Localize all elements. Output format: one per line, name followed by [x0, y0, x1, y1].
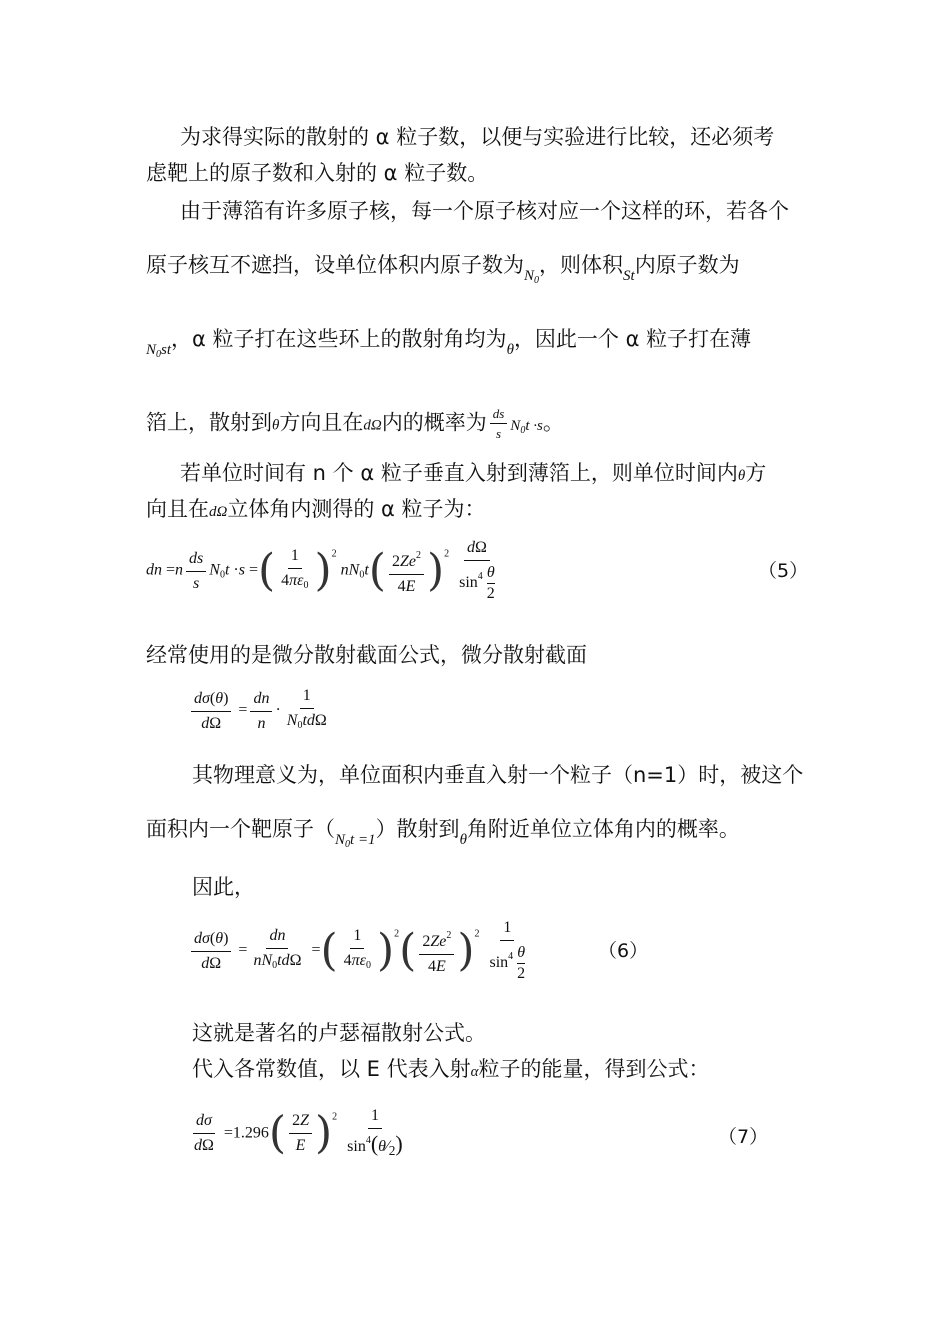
text-span: 立体角内测得的 α 粒子为：	[227, 497, 486, 521]
math-N0t-equals-1: N0t =1	[335, 832, 376, 850]
math-theta: θ	[506, 342, 514, 358]
math-alpha: α	[470, 1064, 479, 1080]
text-line	[146, 324, 751, 370]
math-N0st: N0st	[146, 342, 172, 360]
math-theta: θ	[272, 417, 280, 434]
equation-number-6: （6）	[598, 940, 649, 962]
text-line: 为求得实际的散射的 α 粒子数，以便与实验进行比较，还必须考	[180, 125, 775, 149]
equation-cross-section-definition: $\frac{d\sigma(\theta)}{d\Omega}$ = $\frac{dn}{n}$ · $\frac{1}{N_0td\Omega}$	[188, 686, 333, 736]
text-line	[146, 406, 564, 446]
math-N0ts: $N_0t \cdot s$	[510, 417, 543, 436]
text-span: 方向且在	[279, 410, 364, 435]
fraction-ds-over-s: $\frac{ds}{s}$	[490, 406, 508, 441]
math-theta: θ	[737, 468, 746, 484]
text-span: 向且在	[146, 497, 209, 521]
text-line	[180, 458, 766, 491]
text-span: 内的概率为	[381, 410, 487, 435]
text-span: ）散射到	[375, 817, 460, 841]
text-span: 。	[542, 410, 564, 435]
math-theta: θ	[459, 832, 467, 848]
equation-6: $\frac{d\sigma(\theta)}{d\Omega}$ = $\frac{dn}{nN_0td\Omega}$ =( $\frac{1}{4\pi\varepsilon_0}$ )$^2$( $\frac{2Ze^2}{4E}$ )$^2$ 1 $\sin^4$ $\frac{\theta}{2}$	[188, 918, 531, 984]
text-line	[192, 1054, 710, 1087]
text-line: 因此，	[192, 875, 255, 899]
text-line: 经常使用的是微分散射截面公式，微分散射截面	[146, 643, 587, 667]
text-line: 由于薄箔有许多原子核，每一个原子核对应一个这样的环，若各个	[180, 199, 789, 223]
equation-7: $\frac{d\sigma}{d\Omega}$ =1.296( $\frac{2Z}{E}$ )$^2$ $\frac{1}{\sin^4(\theta⁄_2)}$	[194, 1107, 403, 1159]
text-span: 箔上，散射到	[146, 410, 272, 435]
text-span: 代入各常数值，以 E 代表入射	[192, 1057, 471, 1081]
text-span: 方	[745, 461, 767, 485]
text-line: 虑靶上的原子数和入射的 α 粒子数。	[146, 161, 489, 185]
text-span: 若单位时间有 n 个 α 粒子垂直入射到薄箔上，则单位时间内	[180, 461, 738, 485]
text-line	[146, 250, 740, 296]
equation-number-7: （7）	[718, 1126, 769, 1148]
text-line: 其物理意义为，单位面积内垂直入射一个粒子（n=1）时，被这个	[192, 763, 804, 787]
text-line	[146, 814, 740, 860]
text-line: 这就是著名的卢瑟福散射公式。	[192, 1021, 486, 1045]
text-span: 内原子数为	[634, 253, 740, 277]
equation-5: dn =n $\frac{ds}{s}$ $N_0t \cdot s$ =( $\frac{1}{4\pi\varepsilon_0}$ )$^2$ $nN_0t$( $\frac{2Ze^2}{4E}$ )$^2$ dΩ $\sin^4$ $\frac{\theta}{2}$	[146, 539, 495, 602]
equation-number-5: （5）	[758, 560, 809, 582]
math-N0: N0	[524, 268, 540, 286]
math-St: St	[623, 268, 635, 284]
text-span: ，则体积	[539, 253, 624, 277]
text-span: 原子核互不遮挡，设单位体积内原子数为	[146, 253, 524, 277]
text-span: ，因此一个 α 粒子打在薄	[513, 327, 752, 351]
math-dOmega: dΩ	[363, 417, 382, 434]
text-span: ，α 粒子打在这些环上的散射角均为	[171, 327, 507, 351]
text-line	[146, 494, 486, 527]
text-span: 粒子的能量，得到公式：	[478, 1057, 710, 1081]
text-span: 角附近单位立体角内的概率。	[466, 817, 740, 841]
text-span: 面积内一个靶原子（	[146, 817, 335, 841]
math-dOmega: dΩ	[209, 504, 228, 520]
